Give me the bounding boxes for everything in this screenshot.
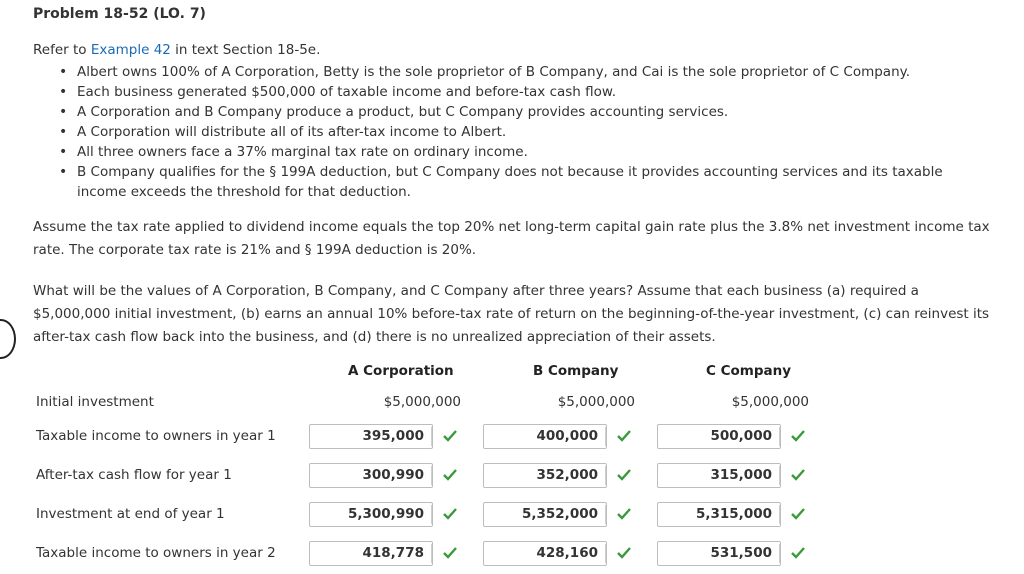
row-label-taxable-income-y2: Taxable income to owners in year 2 bbox=[36, 545, 276, 561]
answer-input[interactable]: 428,160 bbox=[483, 541, 607, 566]
row-label-investment-end-y1: Investment at end of year 1 bbox=[36, 506, 225, 522]
row-label-initial: Initial investment bbox=[36, 394, 154, 410]
assumption-text: Assume the tax rate applied to dividend income equals the top 20% net long-term capital gain rate plus the 3.8% net investment income tax rate. The corporate tax rate is 21% and § 199A deduction is 20%. bbox=[33, 219, 990, 258]
list-item: • All three owners face a 37% marginal tax rate on ordinary income. bbox=[33, 142, 973, 162]
initial-value-a: $5,000,000 bbox=[383, 394, 461, 410]
list-item: • A Corporation and B Company produce a product, but C Company provides accounting services. bbox=[33, 102, 973, 122]
initial-value-c: $5,000,000 bbox=[731, 394, 809, 410]
answer-input[interactable]: 300,990 bbox=[309, 463, 433, 488]
list-item: • Albert owns 100% of A Corporation, Betty is the sole proprietor of B Company, and Cai is the sole proprietor of C Company. bbox=[33, 62, 973, 82]
check-icon bbox=[791, 429, 805, 443]
example-link[interactable]: Example 42 bbox=[90, 42, 171, 58]
initial-value-b: $5,000,000 bbox=[557, 394, 635, 410]
column-header-a: A Corporation bbox=[348, 363, 454, 379]
answer-input[interactable]: 418,778 bbox=[309, 541, 433, 566]
check-icon bbox=[617, 507, 631, 521]
problem-title: Problem 18-52 (LO. 7) bbox=[33, 6, 206, 22]
list-item: • A Corporation will distribute all of its after-tax income to Albert. bbox=[33, 122, 973, 142]
check-icon bbox=[617, 429, 631, 443]
answer-input[interactable]: 5,315,000 bbox=[657, 502, 781, 527]
check-icon bbox=[791, 468, 805, 482]
row-label-taxable-income-y1: Taxable income to owners in year 1 bbox=[36, 428, 276, 444]
check-icon bbox=[791, 507, 805, 521]
check-icon bbox=[791, 546, 805, 560]
scroll-marker bbox=[0, 319, 16, 359]
column-header-c: C Company bbox=[706, 363, 792, 379]
check-icon bbox=[443, 507, 457, 521]
refer-line: Refer to Example 42 in text Section 18-5e. bbox=[33, 42, 321, 58]
check-icon bbox=[443, 546, 457, 560]
list-item: • Each business generated $500,000 of taxable income and before-tax cash flow. bbox=[33, 82, 973, 102]
column-header-b: B Company bbox=[533, 363, 619, 379]
check-icon bbox=[617, 468, 631, 482]
answer-input[interactable]: 531,500 bbox=[657, 541, 781, 566]
answer-input[interactable]: 500,000 bbox=[657, 424, 781, 449]
answer-input[interactable]: 5,300,990 bbox=[309, 502, 433, 527]
list-item: • B Company qualifies for the § 199A deduction, but C Company does not because it provides accounting services and its taxable income exceeds the threshold for that deduction. bbox=[33, 162, 973, 202]
facts-list bbox=[33, 62, 973, 202]
question-text: What will be the values of A Corporation, B Company, and C Company after three years? Assume that each business (a) required a $5,000,000 initial investment, (b) earns an annual 10% before-tax rate of return on the beginning-of-the-year investment, (c) can reinvest its after-tax cash flow back into the business, and (d) there is no unrealized appreciation of their assets. bbox=[33, 283, 990, 345]
check-icon bbox=[443, 468, 457, 482]
answer-input[interactable]: 5,352,000 bbox=[483, 502, 607, 527]
answer-input[interactable]: 395,000 bbox=[309, 424, 433, 449]
answer-input[interactable]: 400,000 bbox=[483, 424, 607, 449]
answer-input[interactable]: 352,000 bbox=[483, 463, 607, 488]
check-icon bbox=[443, 429, 457, 443]
answer-input[interactable]: 315,000 bbox=[657, 463, 781, 488]
row-label-after-tax-cash-flow-y1: After-tax cash flow for year 1 bbox=[36, 467, 232, 483]
check-icon bbox=[617, 546, 631, 560]
